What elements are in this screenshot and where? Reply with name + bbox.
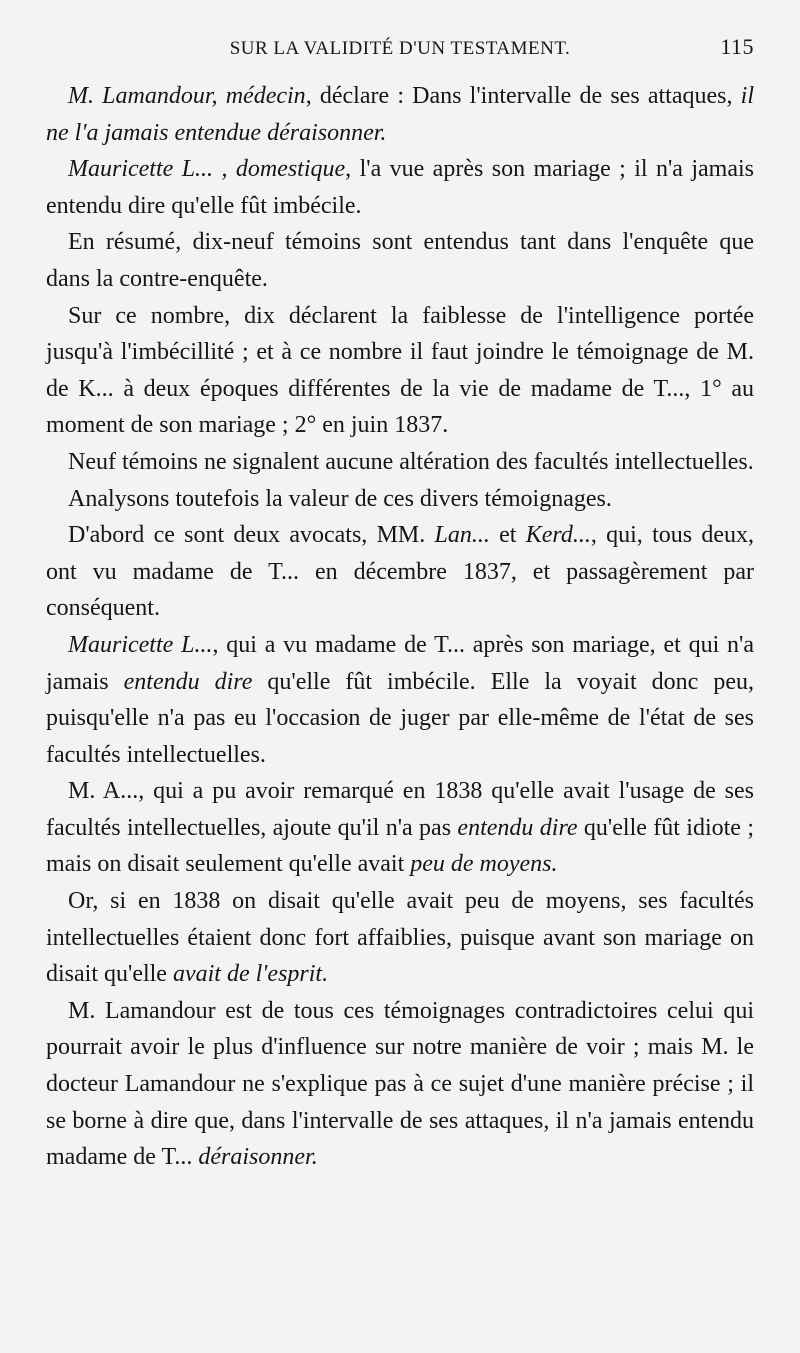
paragraph (46, 627, 754, 773)
italic-text: Mauricette L... (68, 631, 213, 658)
italic-text: Mauricette L... , domestique (68, 156, 346, 183)
text-run: M. A..., qui a pu avoir remarqué en 1838 qu'elle avait l'usage de ses facultés intellectuelles, ajoute qu'il n'a pas (46, 778, 754, 841)
italic-text: entendu dire (123, 668, 253, 695)
italic-text: entendu dire (457, 814, 578, 841)
text-run: , qui a vu madame de T... après son mariage, et qui n'a jamais (46, 631, 755, 695)
text-run: En résumé, dix-neuf témoins sont entendus tant dans l'enquête que dans la contre-enquête. (46, 229, 754, 292)
paragraph (46, 481, 754, 518)
italic-text: M. Lamandour, médecin (68, 83, 306, 109)
italic-text: déraisonner. (198, 1144, 318, 1171)
text-run: et (489, 522, 526, 549)
text-run: Or, si en 1838 on disait qu'elle avait peu de moyens, ses facultés intellectuelles étaient donc fort affaiblies, puisque avant son mariage on disait qu'elle (46, 888, 754, 988)
page-body (46, 78, 754, 1176)
text-run: D'abord ce sont deux avocats, MM. (68, 522, 435, 549)
italic-text: il ne l'a jamais entendue déraisonner. (46, 83, 754, 146)
page-header (46, 34, 754, 74)
italic-text: peu de moyens. (410, 851, 558, 878)
italic-text: Kerd... (525, 522, 591, 549)
text-run: , l'a vue après son mariage ; il n'a jamais entendu dire qu'elle fût imbécile. (46, 156, 755, 219)
paragraph (46, 224, 754, 297)
text-run: , qui, tous deux, ont vu madame de T... en décembre 1837, et passagèrement par conséquent. (46, 522, 754, 622)
page-number: 115 (720, 34, 754, 59)
text-run: M. Lamandour est de tous ces témoignages contradictoires celui qui pourrait avoir le plus d'influence sur notre manière de voir ; mais M. le docteur Lamandour ne s'explique pas à ce sujet d'une manière précise ; il se borne à dire que, dans l'intervalle de ses attaques, il n'a jamais entendu madame de T... (46, 997, 754, 1171)
text-run: qu'elle fût imbécile. Elle la voyait donc peu, puisqu'elle n'a pas eu l'occasion de juger par elle-même de l'état de ses facultés intellectuelles. (46, 668, 754, 768)
paragraph (46, 444, 754, 481)
text-run: Analysons toutefois la valeur de ces divers témoignages. (68, 485, 612, 512)
italic-text: avait de l'esprit. (172, 961, 329, 988)
text-run: , déclare : Dans l'intervalle de ses attaques, (305, 83, 741, 109)
text-run: Sur ce nombre, dix déclarent la faiblesse de l'intelligence portée jusqu'à l'imbécillité ; et à ce nombre il faut joindre le témoignage de M. de K... à deux époques différentes de la vie de madame de T..., 1° au moment de son mariage ; 2° en juin 1837. (46, 302, 754, 439)
paragraph (46, 517, 754, 627)
text-run: qu'elle fût idiote ; mais on disait seulement qu'elle avait (46, 814, 754, 878)
italic-text: Lan... (434, 522, 490, 549)
text-run: Neuf témoins ne signalent aucune altération des facultés intellectuelles. (68, 448, 754, 475)
paragraph (46, 773, 754, 883)
paragraph (46, 151, 754, 224)
paragraph (46, 993, 754, 1176)
paragraph (46, 883, 754, 993)
running-title: SUR LA VALIDITÉ D'UN TESTAMENT. (229, 38, 571, 59)
paragraph (46, 298, 754, 444)
paragraph (46, 78, 754, 151)
